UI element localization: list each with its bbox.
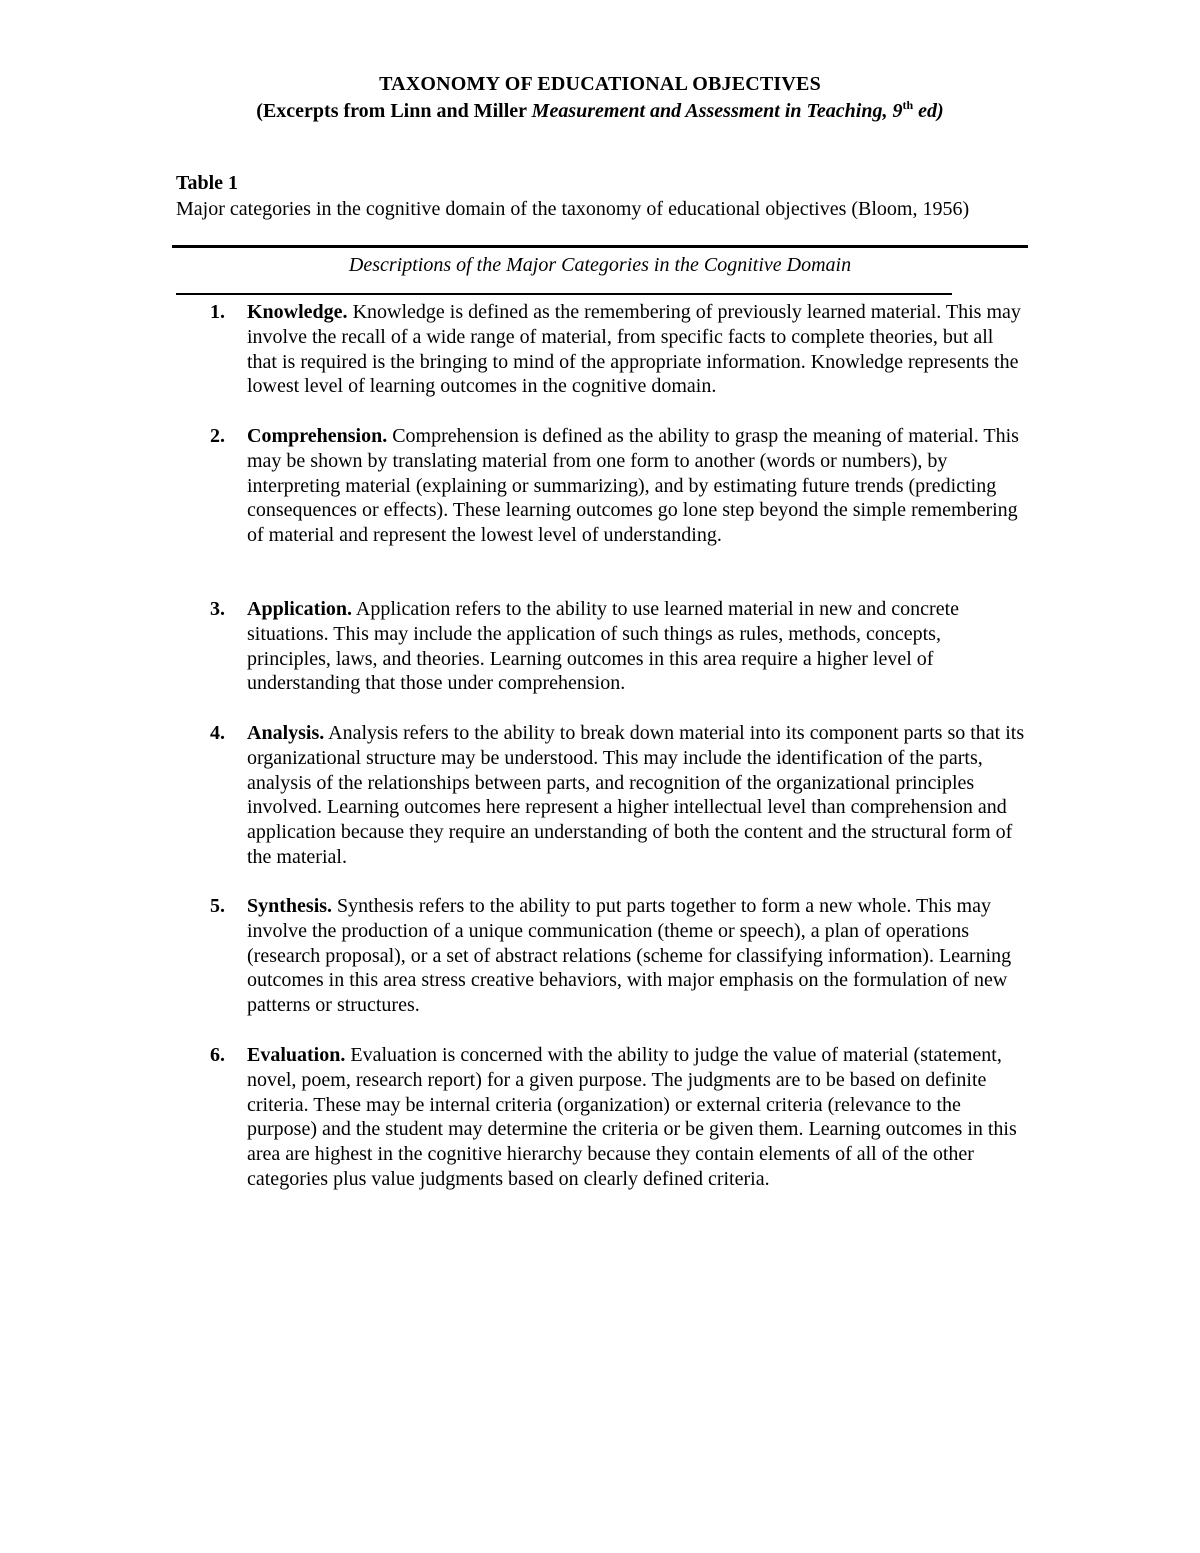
item-text: Comprehension is defined as the ability to grasp the meaning of material. This may be shown by translating material from one form to another (words or numbers), by interpreting material (explaining or summarizing), and by estimating future trends (predicting consequences or effects). These learning outcomes go lone step beyond the simple remembering of material and represent the lowest level of understanding. [247, 425, 1019, 547]
table-top-rule [172, 245, 1028, 248]
table-header-rule [176, 293, 952, 295]
item-term: Synthesis. [247, 895, 333, 917]
table-column-header: Descriptions of the Major Categories in the Cognitive Domain [348, 254, 852, 276]
item-text: Analysis refers to the ability to break down material into its component parts so that its organizational structure may be understood. This may include the identification of the parts, analysis of the relationships between parts, and recognition of the organizational principles involved. Learning outcomes here represent a higher intellectual level than comprehension and application because they require an understanding of both the content and the structural form of the material. [247, 722, 1025, 868]
subtitle-suffix: ed) [913, 100, 944, 122]
item-number: 2. [210, 425, 225, 447]
table-label: Table 1 [176, 172, 239, 194]
item-description [247, 721, 1027, 870]
item-description [247, 1043, 1027, 1192]
item-term: Evaluation. [247, 1044, 346, 1066]
item-number: 3. [210, 598, 225, 620]
document-title: TAXONOMY OF EDUCATIONAL OBJECTIVES [379, 73, 821, 95]
item-description [247, 894, 1027, 1018]
document-subtitle [0, 99, 1200, 124]
item-description [247, 300, 1027, 399]
subtitle-superscript: th [902, 98, 914, 112]
item-text: Synthesis refers to the ability to put parts together to form a new whole. This may involve the production of a unique communication (theme or speech), a plan of operations (research proposal), or a set of abstract relations (scheme for classifying information). Learning outcomes in this area stress creative behaviors, with major emphasis on the formulation of new patterns or structures. [247, 895, 1012, 1017]
item-text: Knowledge is defined as the remembering of previously learned material. This may involve the recall of a wide range of material, from specific facts to complete theories, but all that is required is the bringing to mind of the appropriate information. Knowledge represents the lowest level of learning outcomes in the cognitive domain. [247, 301, 1021, 398]
item-term: Application. [247, 598, 353, 620]
table-caption: Major categories in the cognitive domain of the taxonomy of educational objectives (Bloom, 1956) [176, 198, 970, 220]
subtitle-prefix: (Excerpts from Linn and Miller [256, 100, 532, 122]
item-term: Comprehension. [247, 425, 388, 447]
item-description [247, 424, 1027, 548]
item-term: Analysis. [247, 722, 325, 744]
item-number: 6. [210, 1044, 225, 1066]
item-number: 4. [210, 722, 225, 744]
item-number: 1. [210, 301, 225, 323]
item-text: Evaluation is concerned with the ability to judge the value of material (statement, novel, poem, research report) for a given purpose. The judgments are to be based on definite criteria. These may be internal criteria (organization) or external criteria (relevance to the purpose) and the student may determine the criteria or be given them. Learning outcomes in this area are highest in the cognitive hierarchy because they contain elements of all of the other categories plus value judgments based on clearly defined criteria. [247, 1044, 1017, 1190]
item-number: 5. [210, 895, 225, 917]
item-description [247, 597, 1027, 696]
item-text: Application refers to the ability to use learned material in new and concrete situations. This may include the application of such things as rules, methods, concepts, principles, laws, and theories. Learning outcomes in this area require a higher level of understanding that those under comprehension. [247, 598, 960, 695]
subtitle-book-title: Measurement and Assessment in Teaching, 9 [531, 100, 903, 122]
item-term: Knowledge. [247, 301, 348, 323]
